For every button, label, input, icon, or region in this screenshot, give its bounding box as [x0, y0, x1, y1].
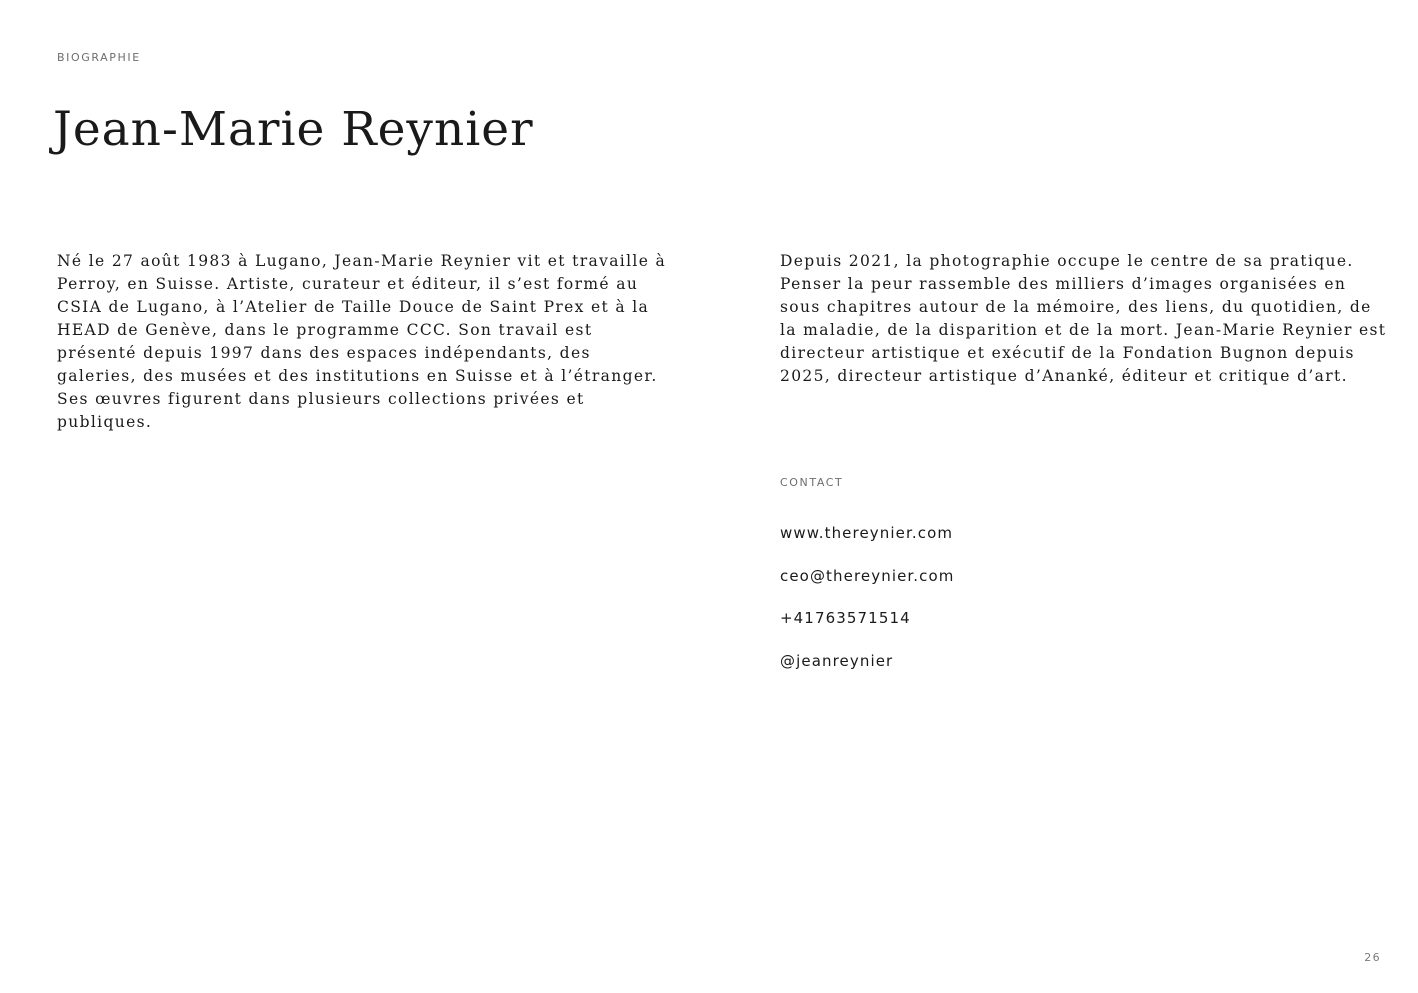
page-title: Jean-Marie Reynier [53, 102, 534, 157]
contact-list [780, 523, 955, 694]
social-handle-link[interactable]: @jeanreynier [780, 652, 894, 671]
bio-paragraph-right: Depuis 2021, la photographie occupe le centre de sa pratique. Penser la peur rassemble des milliers d’images organisées en sous chapitres autour de la mémoire, des liens, du quotidien, de la maladie, de la disparition et de la mort. Jean-Marie Reynier est directeur artistique et exécutif de la Fondation Bugnon depuis 2025, directeur artistique d’Ananké, éditeur et critique d’art. [780, 252, 1387, 385]
contact-social-item [780, 651, 955, 671]
website-link[interactable]: www.thereynier.com [780, 524, 954, 542]
contact-label: CONTACT [780, 476, 844, 489]
phone-link[interactable]: +41763571514 [780, 609, 911, 628]
bio-paragraph-left: Né le 27 août 1983 à Lugano, Jean-Marie Reynier vit et travaille à Perroy, en Suisse. Artiste, curateur et éditeur, il s’est formé au CSIA de Lugano, à l’Atelier de Taille Douce de Saint Prex et à la HEAD de Genève, dans le programme CCC. Son travail est présenté depuis 1997 dans des espaces indépendants, des galeries, des musées et des institutions en Suisse et à l’étranger. Ses œuvres figurent dans plusieurs collections privées et publiques. [57, 252, 667, 431]
section-label: BIOGRAPHIE [57, 51, 141, 64]
contact-email-item [780, 566, 955, 586]
contact-website-item [780, 523, 955, 543]
email-link[interactable]: ceo@thereynier.com [780, 566, 955, 585]
contact-phone-item [780, 608, 955, 628]
page-number: 26 [1364, 951, 1381, 964]
